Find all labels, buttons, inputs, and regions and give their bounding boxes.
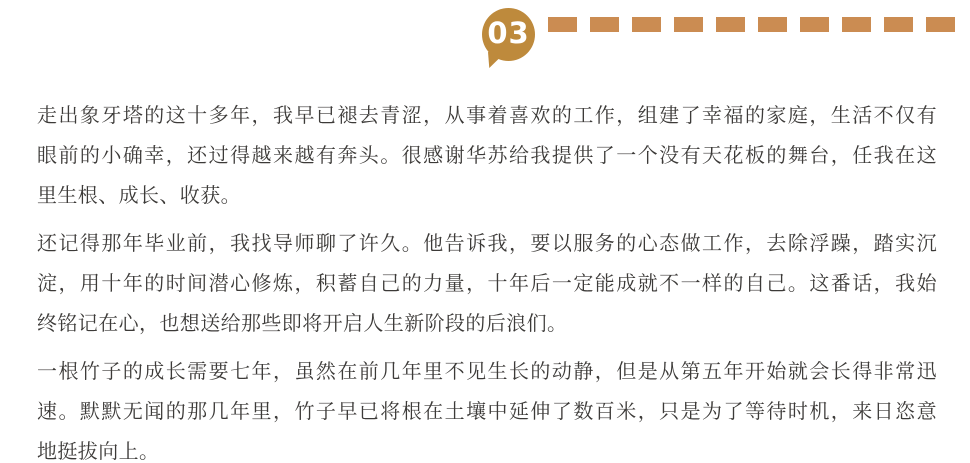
dash-icon [800,17,829,32]
section-number: 03 [487,16,530,50]
section-badge [482,8,535,61]
dash-icon [884,17,913,32]
text-line: 里生根、成长、收获。 [37,185,241,207]
dash-icon [716,17,745,32]
dash-icon [674,17,703,32]
text-line: 淀，用十年的时间潜心修炼，积蓄自己的力量，十年后一定能成就不一样的自己。这番话，我始 [37,273,937,295]
speech-bubble-tail-icon [488,52,504,68]
dash-icon [926,17,955,32]
article-body [37,96,937,463]
text-line: 眼前的小确幸，还过得越来越有奔头。很感谢华苏给我提供了一个没有天花板的舞台，任我在这 [37,145,937,167]
dash-icon [548,17,577,32]
text-line: 终铭记在心，也想送给那些即将开启人生新阶段的后浪们。 [37,313,568,335]
paragraph [37,96,937,216]
text-line: 地挺拔向上。 [37,441,160,463]
dash-icon [632,17,661,32]
dash-icon [842,17,871,32]
text-line: 走出象牙塔的这十多年，我早已褪去青涩，从事着喜欢的工作，组建了幸福的家庭，生活不仅有 [37,105,937,127]
text-line: 还记得那年毕业前，我找导师聊了许久。他告诉我，要以服务的心态做工作，去除浮躁，踏实沉 [37,233,937,255]
section-header [0,0,970,70]
text-line: 一根竹子的成长需要七年，虽然在前几年里不见生长的动静，但是从第五年开始就会长得非常迅 [37,361,937,383]
paragraph [37,224,937,344]
text-line: 速。默默无闻的那几年里，竹子早已将根在土壤中延伸了数百米，只是为了等待时机，来日恣意 [37,401,937,423]
paragraph [37,352,937,463]
dash-icon [590,17,619,32]
dash-icon [758,17,787,32]
dashed-divider [548,17,955,32]
